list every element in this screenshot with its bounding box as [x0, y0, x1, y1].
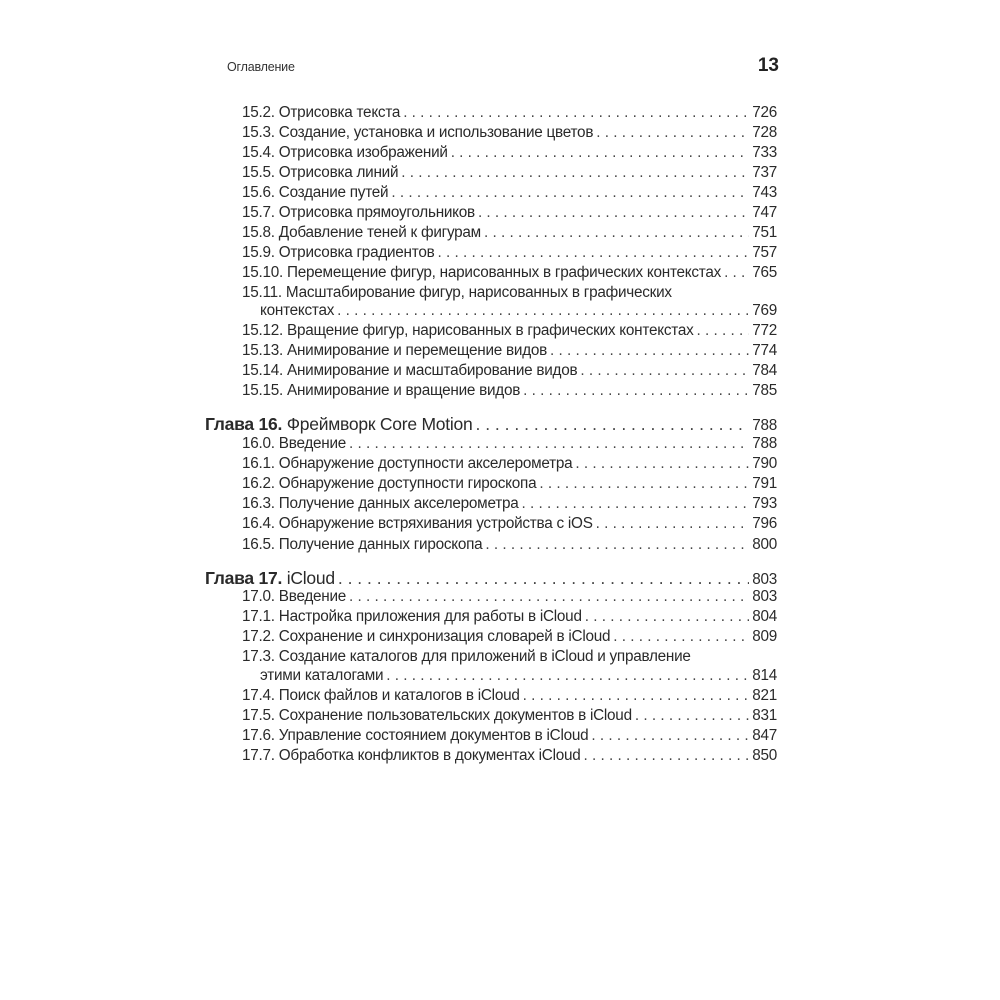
toc-entry[interactable]: 17.7. Обработка конфликтов в документах iCloud . . . 850 — [242, 746, 777, 766]
dot-leader — [485, 535, 749, 555]
dot-leader — [437, 243, 749, 263]
dot-leader — [575, 454, 749, 474]
dot-leader — [550, 341, 749, 361]
toc-page: 850 — [752, 747, 777, 764]
toc-page: 785 — [752, 382, 777, 399]
chapter-label: Глава 16. — [205, 414, 283, 434]
toc-page: 751 — [752, 224, 777, 241]
toc-page: 788 — [752, 417, 777, 434]
toc-page: 765 — [752, 264, 777, 281]
toc-page: 814 — [752, 667, 777, 684]
toc-page: 800 — [752, 536, 777, 553]
page-number: 13 — [757, 55, 779, 76]
toc-page: 726 — [752, 104, 777, 121]
dot-leader — [580, 361, 749, 381]
toc-entry[interactable]: 15.4. Отрисовка изображений . . . 733 — [242, 143, 777, 163]
toc-page: 743 — [752, 184, 777, 201]
toc-entry[interactable]: 16.1. Обнаружение доступности акселерометра . . . 790 — [242, 454, 777, 474]
toc-entry[interactable]: 15.7. Отрисовка прямоугольников . . . 747 — [242, 203, 777, 223]
running-head-title: Оглавление — [227, 60, 295, 74]
toc-entry[interactable]: 15.5. Отрисовка линий . . . 737 — [242, 163, 777, 183]
dot-leader — [349, 434, 749, 454]
toc-page: 747 — [752, 204, 777, 221]
toc-entry[interactable]: 15.15. Анимирование и вращение видов . . . 785 — [242, 381, 777, 401]
toc-page: 790 — [752, 455, 777, 472]
toc-entry[interactable]: 16.2. Обнаружение доступности гироскопа . . . 791 — [242, 474, 777, 494]
toc-page: 728 — [752, 124, 777, 141]
dot-leader — [478, 203, 749, 223]
toc-entry[interactable]: 16.4. Обнаружение встряхивания устройства с iOS . . . 796 — [242, 514, 777, 534]
toc-entry[interactable]: 15.11. Масштабирование фигур, нарисованных в графических — [242, 284, 672, 301]
toc-entry[interactable]: 15.9. Отрисовка градиентов . . . 757 — [242, 243, 777, 263]
toc-entry[interactable]: 16.5. Получение данных гироскопа . . . 800 — [242, 535, 777, 555]
dot-leader — [484, 223, 749, 243]
dot-leader — [523, 686, 750, 706]
dot-leader — [521, 494, 749, 514]
toc-entry[interactable]: 15.8. Добавление теней к фигурам . . . 751 — [242, 223, 777, 243]
toc-entry[interactable]: 15.6. Создание путей . . . 743 — [242, 183, 777, 203]
chapter-title: Фреймворк Core Motion — [286, 414, 473, 434]
dot-leader — [403, 103, 749, 123]
dot-leader — [475, 412, 749, 436]
dot-leader — [349, 587, 749, 607]
toc-page: 796 — [752, 515, 777, 532]
toc-entry[interactable]: 17.2. Сохранение и синхронизация словарей в iCloud . . . 809 — [242, 627, 777, 647]
dot-leader — [391, 183, 749, 203]
toc-page: 803 — [752, 571, 777, 588]
toc-entry[interactable]: 17.5. Сохранение пользовательских документов в iCloud . . . 831 — [242, 706, 777, 726]
dot-leader — [596, 123, 749, 143]
toc-entry[interactable]: 15.13. Анимирование и перемещение видов . . . 774 — [242, 341, 777, 361]
dot-leader — [591, 726, 749, 746]
toc-entry[interactable]: 15.12. Вращение фигур, нарисованных в графических контекстах . . . 772 — [242, 321, 777, 341]
dot-leader — [596, 514, 750, 534]
dot-leader — [539, 474, 749, 494]
toc-page: 733 — [752, 144, 777, 161]
dot-leader — [337, 301, 749, 321]
chapter-title: iCloud — [286, 568, 335, 588]
toc-chapter-16[interactable] — [205, 412, 777, 436]
toc-page: 803 — [752, 588, 777, 605]
toc-entry[interactable]: 15.3. Создание, установка и использование цветов . . . 728 — [242, 123, 777, 143]
toc-entry-continuation[interactable]: контекстах . . . 769 — [260, 301, 777, 321]
toc-entry[interactable]: 17.1. Настройка приложения для работы в iCloud . . . 804 — [242, 607, 777, 627]
toc-entry[interactable]: 16.3. Получение данных акселерометра . . . 793 — [242, 494, 777, 514]
toc-entry[interactable]: 17.3. Создание каталогов для приложений в iCloud и управление — [242, 648, 691, 665]
toc-entry[interactable]: 15.10. Перемещение фигур, нарисованных в графических контекстах . . . 765 — [242, 263, 777, 283]
toc-entry[interactable]: 15.2. Отрисовка текста . . . 726 — [242, 103, 777, 123]
dot-leader — [523, 381, 749, 401]
dot-leader — [584, 746, 750, 766]
toc-entry[interactable]: 17.6. Управление состоянием документов в iCloud . . . 847 — [242, 726, 777, 746]
running-head — [227, 55, 779, 78]
dot-leader — [401, 163, 749, 183]
dot-leader — [635, 706, 749, 726]
toc-entry[interactable]: 16.0. Введение . . . 788 — [242, 434, 777, 454]
toc-page: 784 — [752, 362, 777, 379]
dot-leader — [696, 321, 749, 341]
toc-page: 737 — [752, 164, 777, 181]
toc-page: 809 — [752, 628, 777, 645]
toc-page: 788 — [752, 435, 777, 452]
dot-leader — [386, 666, 749, 686]
toc-page: 791 — [752, 475, 777, 492]
toc-entry[interactable]: 17.4. Поиск файлов и каталогов в iCloud . . . 821 — [242, 686, 777, 706]
toc-page: 847 — [752, 727, 777, 744]
toc-entry[interactable]: 17.0. Введение . . . 803 — [242, 587, 777, 607]
toc-page: 804 — [752, 608, 777, 625]
chapter-label: Глава 17. — [205, 568, 283, 588]
toc-page: 772 — [752, 322, 777, 339]
toc-page: 831 — [752, 707, 777, 724]
toc-page: 793 — [752, 495, 777, 512]
dot-leader — [613, 627, 749, 647]
toc-entry-continuation[interactable]: этими каталогами . . . 814 — [260, 666, 777, 686]
dot-leader — [724, 263, 749, 283]
toc-page: 821 — [752, 687, 777, 704]
toc-page: 769 — [752, 302, 777, 319]
dot-leader — [451, 143, 750, 163]
dot-leader — [585, 607, 750, 627]
toc-page: 757 — [752, 244, 777, 261]
toc-page: 774 — [752, 342, 777, 359]
toc-entry[interactable]: 15.14. Анимирование и масштабирование видов . . . 784 — [242, 361, 777, 381]
